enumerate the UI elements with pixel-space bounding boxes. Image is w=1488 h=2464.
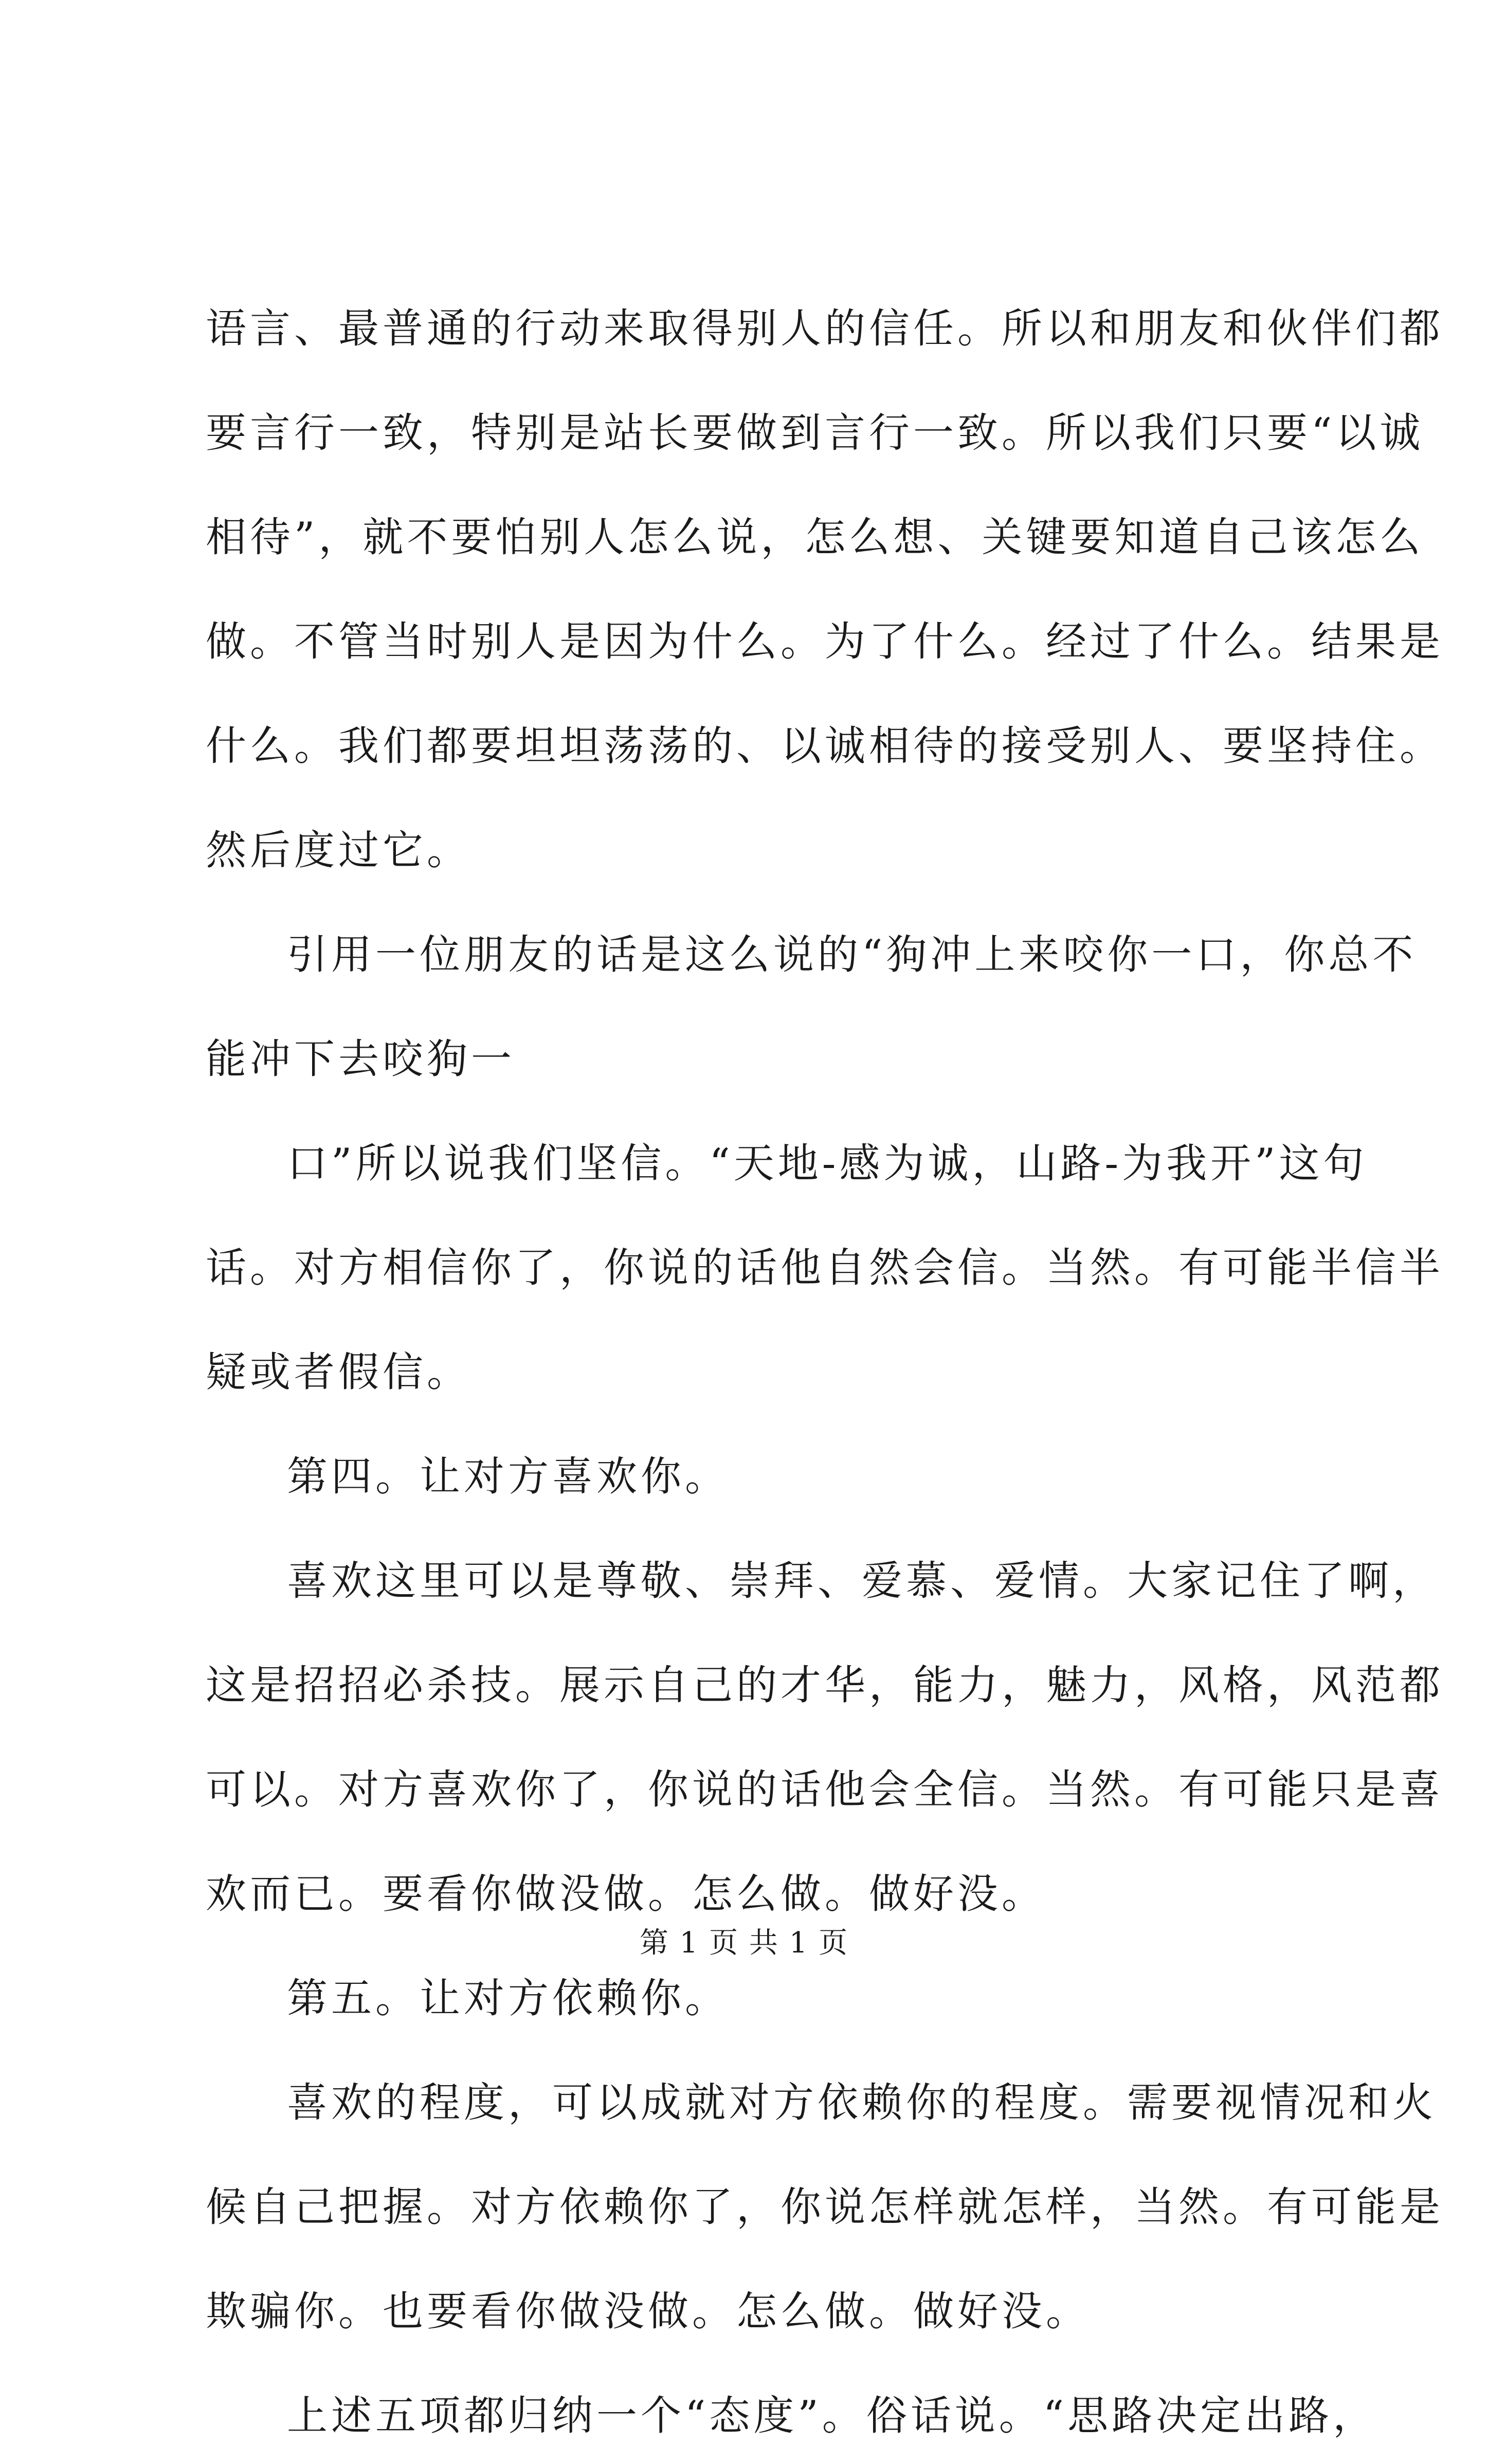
text-line: 这是招招必杀技。展示自己的才华，能力，魅力，风格，风范都: [206, 1661, 1444, 1709]
paragraph-first-line: 引用一位朋友的话是这么说的“狗冲上来咬你一口，你总不: [287, 930, 1417, 978]
text-line: 能冲下去咬狗一: [206, 1035, 515, 1083]
text-line: 然后度过它。: [206, 826, 471, 874]
text-line: 要言行一致，特别是站长要做到言行一致。所以我们只要“以诚: [206, 409, 1424, 457]
text-line: 做。不管当时别人是因为什么。为了什么。经过了什么。结果是: [206, 617, 1444, 665]
text-line: 相待”，就不要怕别人怎么说，怎么想、关键要知道自己该怎么: [206, 513, 1424, 561]
text-line: 候自己把握。对方依赖你了，你说怎样就怎样，当然。有可能是: [206, 2183, 1444, 2231]
text-line: 语言、最普通的行动来取得别人的信任。所以和朋友和伙伴们都: [206, 304, 1444, 352]
page-number-label: 第 1 页 共 1 页: [639, 1926, 849, 1960]
text-line: 疑或者假信。: [206, 1348, 471, 1396]
page-footer: [0, 1920, 1488, 1961]
document-body: [206, 272, 1444, 2464]
section-heading: 第四。让对方喜欢你。: [287, 1452, 729, 1500]
paragraph-first-line: 上述五项都归纳一个“态度”。俗话说。“思路决定出路，: [287, 2392, 1377, 2439]
text-line: 话。对方相信你了，你说的话他自然会信。当然。有可能半信半: [206, 1244, 1444, 1291]
section-heading: 第五。让对方依赖你。: [287, 1974, 729, 2022]
paragraph-first-line: 喜欢这里可以是尊敬、崇拜、爱慕、爱情。大家记住了啊，: [287, 1557, 1437, 1604]
paragraph-first-line: 口”所以说我们坚信。“天地-感为诚，山路-为我开”这句: [287, 1139, 1368, 1187]
text-line: 什么。我们都要坦坦荡荡的、以诚相待的接受别人、要坚持住。: [206, 722, 1444, 770]
paragraph-first-line: 喜欢的程度，可以成就对方依赖你的程度。需要视情况和火: [287, 2078, 1437, 2126]
text-line: 欢而已。要看你做没做。怎么做。做好没。: [206, 1870, 1046, 1918]
text-line: 可以。对方喜欢你了，你说的话他会全信。当然。有可能只是喜: [206, 1765, 1444, 1813]
text-line: 欺骗你。也要看你做没做。怎么做。做好没。: [206, 2287, 1090, 2335]
